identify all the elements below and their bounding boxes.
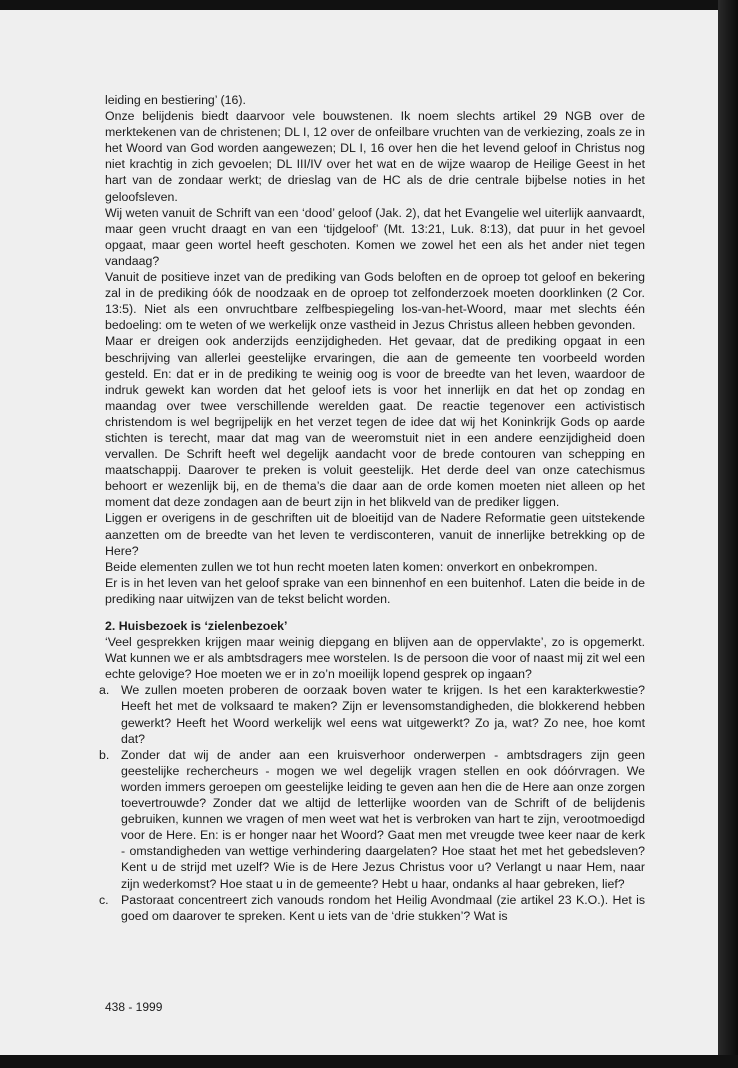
paragraph: Wij weten vanuit de Schrift van een ‘dood’ geloof (Jak. 2), dat het Evangelie wel uiterlijk aanvaardt, maar geen vrucht draagt en van een ‘tijdgeloof’ (Mt. 13:21, Luk. 8:13), dat puur in het gevoel opgaat, maar geen wortel heeft geschoten. Komen we zowel het een als het ander niet tegen vandaag? bbox=[105, 205, 645, 268]
paragraph: Beide elementen zullen we tot hun recht moeten laten komen: onverkort en onbekrompen. bbox=[105, 559, 598, 574]
list-item bbox=[99, 682, 645, 746]
list-marker: a. bbox=[99, 683, 110, 698]
paragraph: Er is in het leven van het geloof sprake van een binnenhof en een buitenhof. Laten die beide in de prediking naar uitwijzen van de tekst belicht worden. bbox=[105, 575, 645, 606]
list-item bbox=[99, 892, 645, 924]
paragraph: leiding en bestiering’ (16). bbox=[105, 93, 246, 107]
paragraph: Liggen er overigens in de geschriften uit de bloeitijd van de Nadere Reformatie geen uitstekende aanzetten om de breedte van het leven te verdisconteren, vanuit de innerlijke betrekking op de Here? bbox=[105, 511, 645, 558]
list-item-text: Zonder dat wij de ander aan een kruisverhoor onderwerpen - ambtsdragers zijn geen geestelijke rechercheurs - mogen we wel degelijk vragen stellen en ook dóórvragen. We worden immers geroepen om geestelijke leiding te geven aan hen die de Here aan onze zorgen toevertrouwde? Zonder dat we altijd de letterlijke woorden van de Schrift of de belijdenis gebruiken, kunnen we vragen of men weet wat het is verbroken van hart te zijn, verootmoedigd voor de Here. En: is er honger naar het Woord? Gaat men met vreugde twee keer naar de kerk - omstandigheden van wettige verhindering daargelaten? Hoe staat het met het gebedsleven? Kent u de strijd met uzelf? Wie is de Here Jezus Christus voor u? Verlangt u naar Hem, naar zijn wederkomst? Hoe staat u in de gemeente? Hebt u haar, ondanks al haar gebreken, lief? bbox=[121, 747, 645, 891]
list-marker: b. bbox=[99, 747, 110, 762]
document-page bbox=[0, 10, 718, 1055]
list-item-text: We zullen moeten proberen de oorzaak boven water te krijgen. Is het een karakterkwestie? Heeft het met de volksaard te maken? Zijn er levensomstandigheden, die blokkerend hebben gewerkt? Heeft het Woord werkelijk wel eens wat uitgewerkt? Zo ja, wat? Zo nee, hoe komt dat? bbox=[121, 683, 645, 746]
list-item bbox=[99, 747, 645, 892]
list-marker: c. bbox=[99, 892, 109, 907]
scan-right-border bbox=[718, 0, 738, 1068]
scan-top-border bbox=[0, 0, 738, 10]
paragraph: Vanuit de positieve inzet van de prediking van Gods beloften en de oproep tot geloof en bekering zal in de prediking óók de noodzaak en de oproep tot zelfonderzoek moeten doorklinken (2 Cor. 13:5). Niet als een onvruchtbare zelfbespiegeling los-van-het-Woord, maar met slechts één bedoeling: om te weten of we werkelijk onze vastheid in Jezus Christus alleen hebben gevonden. bbox=[105, 270, 645, 333]
paragraph: Maar er dreigen ook anderzijds eenzijdigheden. Het gevaar, dat de prediking opgaat in een beschrijving van allerlei geestelijke ervaringen, die aan de gemeente ten voorbeeld worden gesteld. En: dat er in de prediking te weinig oog is voor de breedte van het leven, waardoor de indruk gewekt kan worden dat het geloof iets is voor het innerlijk en dat het op zondag en maandag over twee verschillende werelden gaat. De reactie tegenover een activistisch christendom is wel begrijpelijk en het verzet tegen de idee dat wij het Koninkrijk Gods op aarde stichten is terecht, maar dat mag van de weeromstuit niet in een andere eenzijdigheid doen vervallen. De Schrift heeft wel degelijk aandacht voor de brede contouren van schepping en maatschappij. Daarover te preken is voluit geestelijk. Het derde deel van onze catechismus behoort er wezenlijk bij, en de thema’s die daar aan de orde komen moeten niet alleen op het moment dat deze zondagen aan de beurt zijn in het blikveld van de prediker liggen. bbox=[105, 334, 645, 510]
section-intro: ‘Veel gesprekken krijgen maar weinig diepgang en blijven aan de oppervlakte’, zo is opgemerkt. Wat kunnen we er als ambtsdragers mee worstelen. Is de persoon die voor of naast mij zit wel een echte gelovige? Hoe moeten we er in zo’n moeilijk lopend gesprek op ingaan? bbox=[105, 635, 645, 682]
body-text bbox=[99, 92, 645, 924]
list-item-text: Pastoraat concentreert zich vanouds rondom het Heilig Avondmaal (zie artikel 23 K.O.). Het is goed om daarover te spreken. Kent u iets van de ‘drie stukken’? Wat is bbox=[121, 892, 645, 923]
scan-bottom-border bbox=[0, 1055, 738, 1068]
paragraph: Onze belijdenis biedt daarvoor vele bouwstenen. Ik noem slechts artikel 29 NGB over de merktekenen van de christenen; DL I, 12 over de onfeilbare vruchten van de verkiezing, zoals ze in het Woord van God worden aangewezen; DL I, 16 over hen die het levend geloof in Christus nog niet krachtig in zich gevoelen; DL III/IV over het wat en de wijze waarop de Heilige Geest in het hart van de zondaar werkt; de drieslag van de HC als de drie centrale bijbelse noties in het geloofsleven. bbox=[105, 109, 645, 204]
page-footer: 438 - 1999 bbox=[105, 1000, 163, 1014]
section-heading: 2. Huisbezoek is ‘zielenbezoek’ bbox=[105, 619, 288, 633]
